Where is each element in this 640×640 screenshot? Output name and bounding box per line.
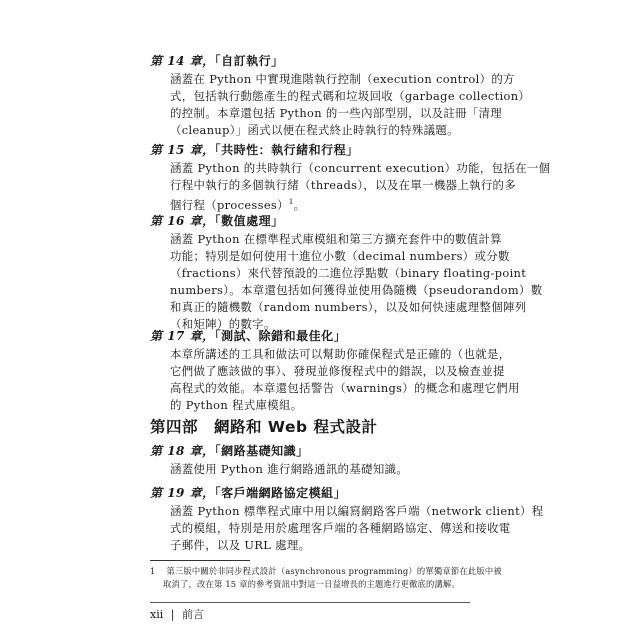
chapter-15-line: 涵蓋 Python 的共時執行（concurrent execution）功能，包括在一個 bbox=[170, 161, 551, 175]
chapter-17-line: 高程式的效能。本章還包括警告（warnings）的概念和處理它們用 bbox=[170, 381, 520, 395]
chapter-19-heading: 第 19 章，「客戶端網路協定模組」 bbox=[150, 486, 347, 500]
chapter-14-line: 的控制。本章還包括 Python 的一些內部型別，以及註冊「清理 bbox=[170, 106, 503, 120]
part-title: 第四部 網路和 Web 程式設計 bbox=[150, 418, 378, 436]
chapter-16-line: （fractions）來代替預設的二進位浮點數（binary floating-point bbox=[170, 266, 527, 280]
chapter-14-line: 式，包括執行動態產生的程式碼和垃圾回收（garbage collection） bbox=[170, 89, 531, 103]
page-footer bbox=[150, 606, 204, 622]
chapter-16-line: （和矩陣）的數字。 bbox=[170, 317, 276, 331]
chapter-17-line: 的 Python 程式庫模組。 bbox=[170, 398, 303, 412]
chapter-15-line: 行程中執行的多個執行緒（threads），以及在單一機器上執行的多 bbox=[170, 178, 517, 192]
chapter-17-line: 本章所講述的工具和做法可以幫助你確保程式是正確的（也就是， bbox=[170, 347, 511, 361]
chapter-16-line: 涵蓋 Python 在標準程式庫模組和第三方擴充套件中的數值計算 bbox=[170, 232, 503, 246]
footnote-ref[interactable]: 1 bbox=[288, 198, 294, 206]
chapter-14-line: 涵蓋在 Python 中實現進階執行控制（execution control）的方 bbox=[170, 72, 515, 86]
footnote-line: 第三版中關於非同步程式設計（asynchronous programming）的單獨章節在此版中被 bbox=[166, 566, 502, 576]
chapter-18-line: 涵蓋使用 Python 進行網路通訊的基礎知識。 bbox=[170, 462, 409, 476]
footnote-divider bbox=[150, 560, 250, 561]
chapter-14-heading: 第 14 章，「自訂執行」 bbox=[150, 54, 284, 68]
footnote bbox=[150, 565, 502, 577]
chapter-19-line: 式的模組，特別是用於處理客戶端的各種網路協定、傳送和接收電 bbox=[170, 521, 511, 535]
chapter-16-heading: 第 16 章，「數值處理」 bbox=[150, 214, 284, 228]
chapter-19-line: 子郵件，以及 URL 處理。 bbox=[170, 538, 311, 552]
chapter-17-line: 它們做了應該做的事）、發現並修復程式中的錯誤，以及檢查並提 bbox=[170, 364, 505, 378]
page-number: xii bbox=[150, 608, 164, 621]
chapter-19-line: 涵蓋 Python 標準程式庫中用以編寫網路客戶端（network client）程 bbox=[170, 504, 544, 518]
chapter-16-line: numbers）。本章還包括如何獲得並使用偽隨機（pseudorandom）數 bbox=[170, 283, 543, 297]
footnote-line: 取消了，改在第 15 章的參考資訊中對這一日益增長的主題進行更徹底的講解。 bbox=[163, 579, 461, 589]
chapter-16-line: 功能；特別是如何使用十進位小數（decimal numbers）或分數 bbox=[170, 249, 510, 263]
chapter-15-heading: 第 15 章，「共時性：執行緒和行程」 bbox=[150, 143, 359, 157]
chapter-16-line: 和真正的隨機數（random numbers），以及如何快速處理整個陣列 bbox=[170, 300, 527, 314]
footnote-number: 1 bbox=[150, 566, 156, 576]
chapter-17-heading: 第 17 章，「測試、除錯和最佳化」 bbox=[150, 329, 347, 343]
footer-separator: | bbox=[170, 608, 175, 621]
chapter-15-line: 個行程（processes）$^1$。 bbox=[170, 197, 306, 212]
footer-divider bbox=[150, 602, 470, 603]
section-name: 前言 bbox=[181, 608, 204, 621]
chapter-18-heading: 第 18 章，「網路基礎知識」 bbox=[150, 444, 309, 458]
chapter-14-line: （cleanup）」函式以便在程式終止時執行的特殊議題。 bbox=[170, 123, 459, 137]
